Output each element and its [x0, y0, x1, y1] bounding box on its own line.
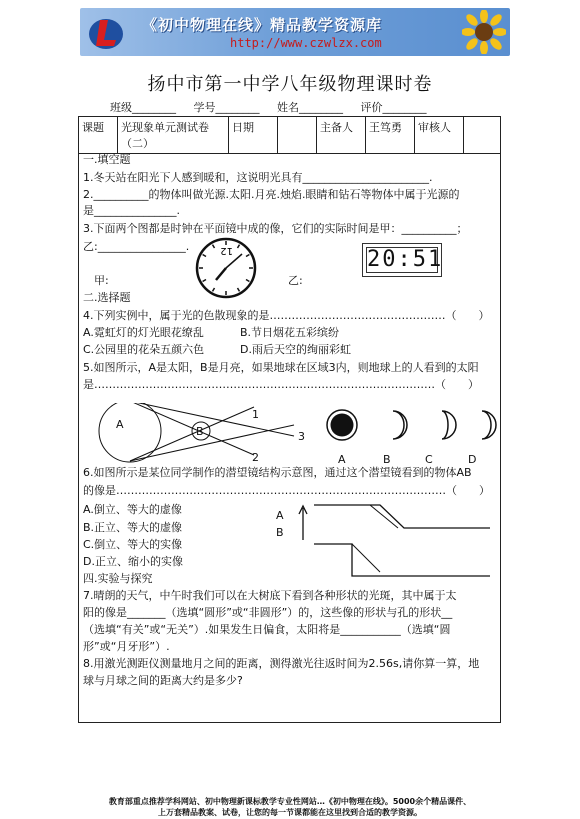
- question-6-option-a: A.倒立、等大的虚像: [83, 503, 182, 516]
- preparer-value: 王笃勇: [366, 117, 415, 154]
- question-1: 1.冬天站在阳光下人感到暖和，这说明光具有_______________________.: [83, 171, 433, 184]
- sun-option-d-label: D: [468, 453, 477, 466]
- student-info-line: [110, 99, 441, 115]
- question-6-line2: 的像是………………………………………………………………………………（ ）: [83, 484, 490, 497]
- svg-text:12: 12: [220, 245, 233, 256]
- date-value[interactable]: [278, 117, 317, 154]
- object-label-a: A: [276, 509, 284, 522]
- question-5-line2: 是…………………………………………………………………………………（ ）: [83, 378, 479, 391]
- footer-line-2: 上万套精品教案、试卷，让您的每一节课都能在这里找到合适的教学资源。: [158, 808, 422, 817]
- name-field[interactable]: 姓名________: [277, 101, 343, 114]
- evaluation-field[interactable]: 评价________: [360, 101, 427, 114]
- question-6-line1: 6.如图所示是某位同学制作的潜望镜结构示意图，通过这个潜望镜看到的物体AB: [83, 466, 472, 479]
- student-id-field[interactable]: 学号________: [193, 101, 260, 114]
- section-experiment: 四.实验与探究: [83, 572, 153, 585]
- preparer-label: 主备人: [317, 117, 366, 154]
- object-label-b: B: [276, 526, 284, 539]
- date-label: 日期: [229, 117, 278, 154]
- analog-clock-figure: [194, 236, 258, 300]
- digital-clock-digits: 20:51: [367, 247, 444, 272]
- footer: [0, 796, 580, 818]
- label-yi: 乙:: [288, 274, 303, 287]
- diagram-label-moon: B: [196, 425, 204, 438]
- diagram-label-region-1: 1: [252, 408, 259, 421]
- section-multiple-choice: 二.选择题: [83, 291, 131, 304]
- question-7-line2: 阳的像是_______（选填“圆形”或“非圆形”）的，这些像的形状与孔的形状__: [83, 606, 453, 619]
- question-3-line2: 乙:________________.: [83, 240, 190, 253]
- question-4-option-d: D.雨后天空的绚丽彩虹: [240, 343, 351, 356]
- digital-clock-figure: [362, 243, 442, 277]
- question-4-option-c: C.公园里的花朵五颜六色: [83, 343, 205, 356]
- site-banner: [80, 8, 510, 56]
- banner-title: 《初中物理在线》精品教学资源库: [142, 16, 383, 34]
- banner-url-link[interactable]: http://www.czwlzx.com: [230, 36, 382, 50]
- question-6-option-c: C.倒立、等大的实像: [83, 538, 183, 551]
- question-4: 4.下列实例中，属于光的色散现象的是…………………………………………（ ）: [83, 309, 490, 322]
- question-2-line2: 是_______________.: [83, 204, 180, 217]
- topic-label: 课题: [79, 117, 118, 154]
- class-field[interactable]: 班级________: [110, 101, 176, 114]
- page-title: 扬中市第一中学八年级物理课时卷: [147, 74, 433, 95]
- question-7-line1: 7.晴朗的天气，中午时我们可以在大树底下看到各种形状的光斑，其中属于太: [83, 589, 457, 602]
- diagram-label-region-2: 2: [252, 451, 259, 464]
- sunflower-icon: [462, 10, 506, 54]
- question-5-line1: 5.如图所示，A是太阳，B是月亮，如果地球在区域3内，则地球上的人看到的太阳: [83, 361, 479, 374]
- question-2-line1: 2.__________的物体叫做光源.太阳.月亮.烛焰.眼睛和钻石等物体中属于光源的: [83, 188, 460, 201]
- label-jia: 甲:: [94, 274, 109, 287]
- sun-option-a-label: A: [338, 453, 346, 466]
- diagram-label-region-3: 3: [298, 430, 305, 443]
- sun-option-c-label: C: [425, 453, 433, 466]
- site-logo-icon: [86, 12, 126, 52]
- topic-value: 光现象单元测试卷（二）: [118, 117, 229, 154]
- question-3-line1: 3.下面两个图都是时钟在平面镜中成的像，它们的实际时间是甲：__________；: [83, 222, 468, 235]
- question-7-line3: （选填“有关”或“无关”）.如果发生日偏食，太阳将是___________（选填“圆: [83, 623, 451, 636]
- question-4-option-a: A.霓虹灯的灯光眼花缭乱: [83, 326, 204, 339]
- reviewer-value[interactable]: [464, 117, 501, 154]
- question-8-line1: 8.用激光测距仪测量地月之间的距离，测得激光往返时间为2.56s,请你算一算，地: [83, 657, 480, 670]
- question-4-option-b: B.节日烟花五彩缤纷: [240, 326, 340, 339]
- question-8-line2: 球与月球之间的距离大约是多少?: [83, 674, 243, 687]
- footer-line-1: 教育部重点推荐学科网站、初中物理新课标教学专业性网站…《初中物理在线》。5000余个精品课件、: [108, 797, 472, 806]
- question-7-line4: 形”或“月牙形”）.: [83, 640, 170, 653]
- diagram-label-sun: A: [116, 418, 124, 431]
- eclipse-diagram: [94, 403, 319, 465]
- reviewer-label: 审核人: [415, 117, 464, 154]
- sun-option-b-label: B: [383, 453, 391, 466]
- periscope-diagram: [270, 500, 495, 580]
- section-fill-in: 一.填空题: [83, 153, 131, 166]
- sun-shape-options: [325, 407, 505, 447]
- question-6-option-b: B.正立、等大的虚像: [83, 521, 183, 534]
- question-6-option-d: D.正立、缩小的实像: [83, 555, 183, 568]
